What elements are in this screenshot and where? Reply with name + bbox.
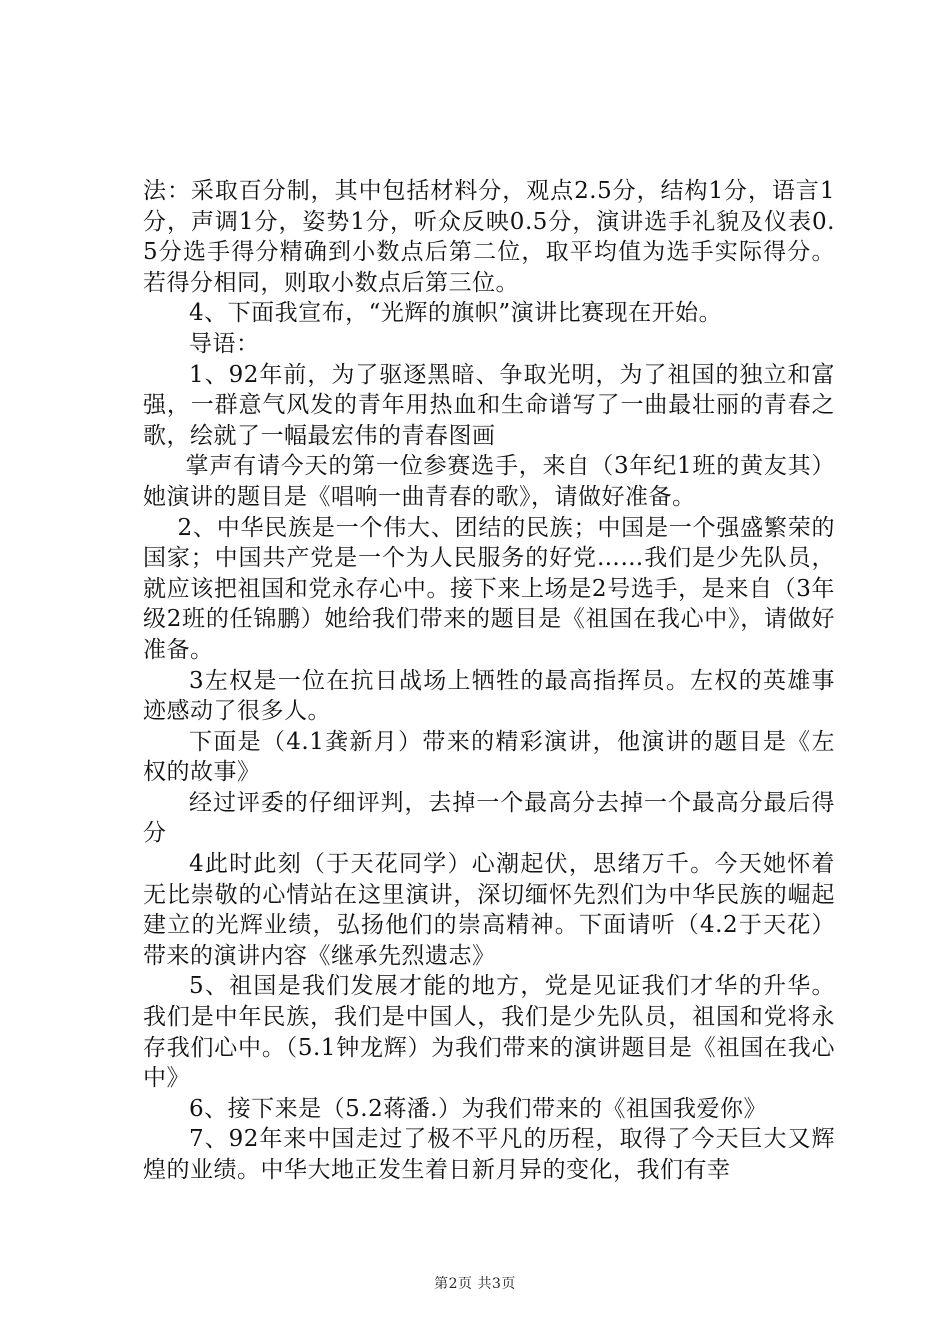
page-footer: 第2页 共3页	[434, 1276, 516, 1292]
paragraph-first-contestant: 掌声有请今天的第一位参赛选手，来自（3年纪1班的黄友其）她演讲的题目是《唱响一曲青春的歌》，请做好准备。	[143, 453, 835, 510]
paragraph-intro-heading: 导语：	[189, 330, 260, 357]
paragraph-scoring-method: 法：采取百分制，其中包括材料分，观点2.5分，结构1分，语言1分，声调1分，姿势1分，听众反映0.5分，演讲选手礼貌及仪表0.5分选手得分精确到小数点后第二位，取平均值为选手实际得分。若得分相同，则取小数点后第三位。	[143, 178, 835, 296]
paragraph-item-3: 3左权是一位在抗日战场上牺牲的最高指挥员。左权的英雄事迹感动了很多人。	[143, 667, 835, 725]
paragraph-item-5: 5、祖国是我们发展才能的地方，党是见证我们才华的升华。我们是中年民族，我们是中国人，我们是少先队员，祖国和党将永存我们心中。（5.1钟龙辉）为我们带来的演讲题目是《祖国在我心中》	[143, 973, 835, 1092]
paragraph-item-4: 4此时此刻（于天花同学）心潮起伏，思绪万千。今天她怀着无比崇敬的心情站在这里演讲，深切缅怀先烈们为中华民族的崛起建立的光辉业绩，弘扬他们的崇高精神。下面请听（4.2于天花）带来的演讲内容《继承先烈遗志》	[143, 851, 835, 969]
body-text	[143, 176, 835, 1186]
paragraph-item-2: 2、中华民族是一个伟大、团结的民族；中国是一个强盛繁荣的国家；中国共产党是一个为人民服务的好党……我们是少先队员，就应该把祖国和党永存心中。接下来上场是2号选手，是来自（3年级2班的任锦鹏）她给我们带来的题目是《祖国在我心中》，请做好准备。	[143, 514, 835, 663]
paragraph-item-1: 1、92年前，为了驱逐黑暗、争取光明，为了祖国的独立和富强，一群意气风发的青年用热血和生命谱写了一曲最壮丽的青春之歌，绘就了一幅最宏伟的青春图画	[143, 361, 835, 449]
paragraph-item-6: 6、接下来是（5.2蒋潘.）为我们带来的《祖国我爱你》	[189, 1095, 768, 1122]
paragraph-judging: 经过评委的仔细评判，去掉一个最高分去掉一个最高分最后得分	[143, 789, 835, 847]
paragraph-announcement: 4、下面我宣布，“光辉的旗帜”演讲比赛现在开始。	[189, 300, 723, 327]
paragraph-item-3-speaker: 下面是（4.1龚新月）带来的精彩演讲，他演讲的题目是《左权的故事》	[143, 728, 835, 786]
paragraph-item-7: 7、92年来中国走过了极不平凡的历程，取得了今天巨大又辉煌的业绩。中华大地正发生着日新月异的变化，我们有幸	[143, 1126, 835, 1183]
